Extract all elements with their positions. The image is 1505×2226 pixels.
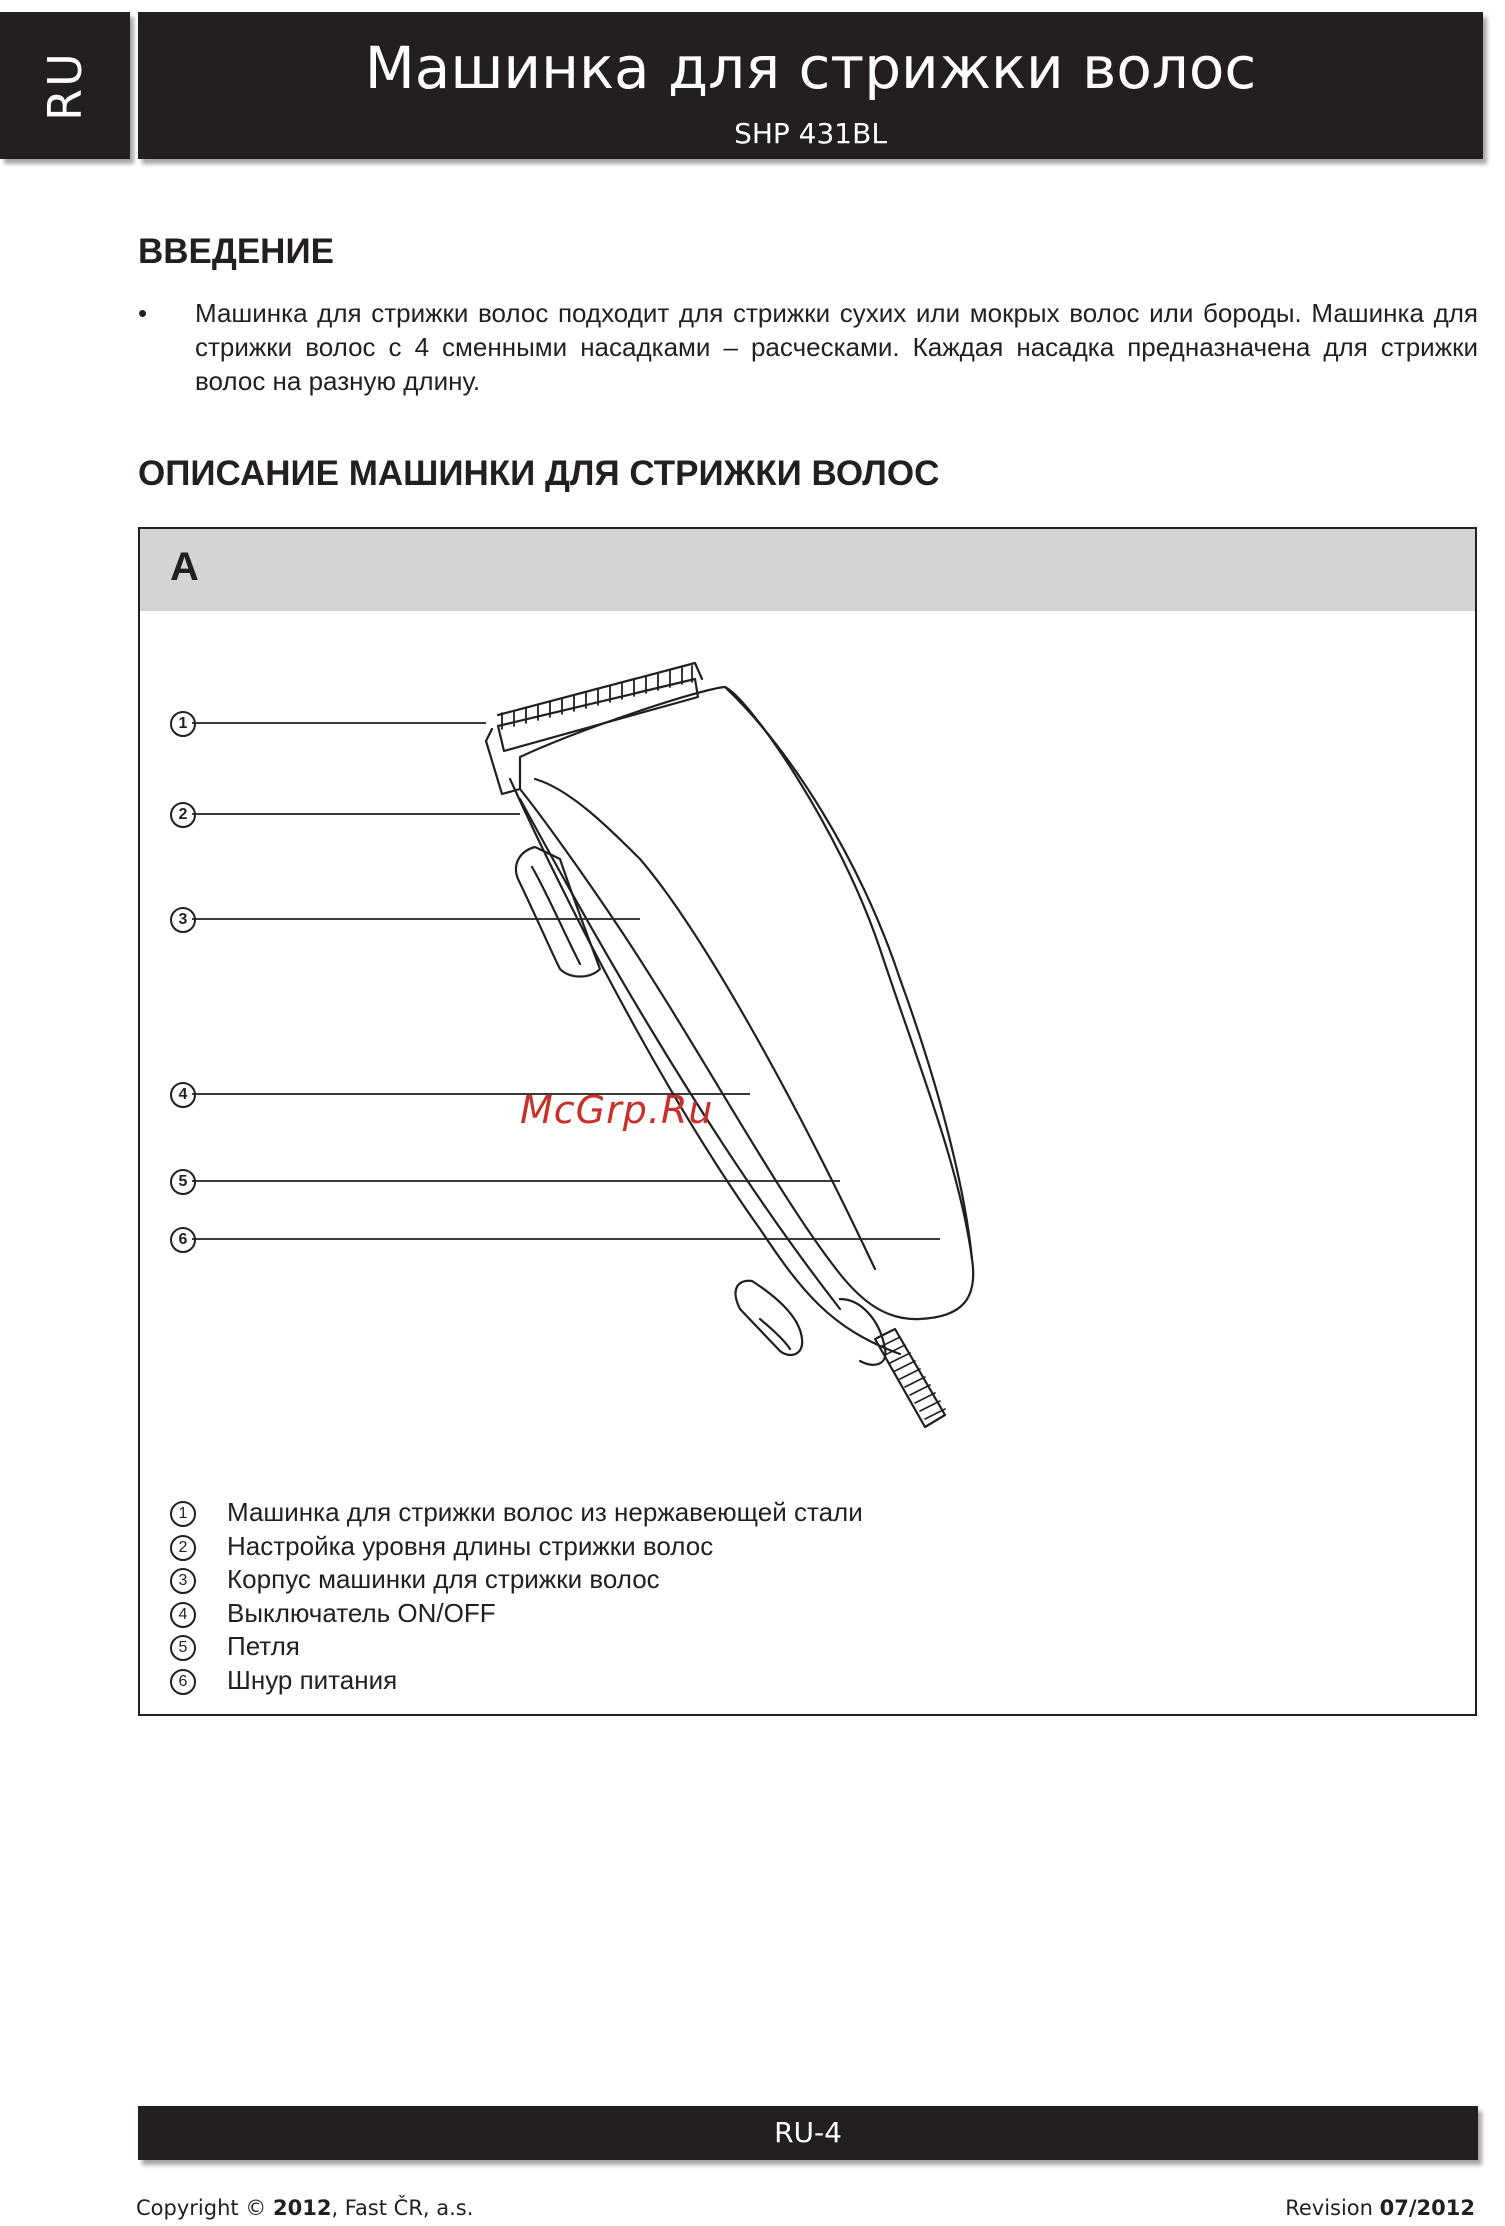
- legend-number: 5: [170, 1635, 196, 1661]
- language-code: RU: [38, 50, 92, 121]
- callout-2: 2: [170, 802, 196, 828]
- callout-3: 3: [170, 907, 196, 933]
- page-title: Машинка для стрижки волос: [364, 34, 1257, 102]
- revision-notice: [1285, 2196, 1475, 2220]
- header-bar: [138, 12, 1483, 159]
- clipper-body-outline: [520, 687, 973, 1319]
- page-number-bar: [138, 2106, 1478, 2160]
- page-number: RU-4: [774, 2116, 842, 2149]
- bullet-marker: •: [138, 298, 148, 328]
- clipper-body-highlight: [535, 779, 875, 1269]
- language-tab: [0, 12, 130, 159]
- blade-top-bar: [498, 663, 702, 715]
- legend-number: 1: [170, 1501, 196, 1527]
- intro-heading: ВВЕДЕНИЕ: [138, 232, 334, 271]
- clipper-back-panel: [725, 687, 972, 1259]
- watermark: McGrp.Ru: [520, 1088, 714, 1132]
- figure-label: A: [170, 545, 199, 589]
- legend-number: 6: [170, 1669, 196, 1695]
- copyright-notice: [136, 2196, 473, 2220]
- callout-6: 6: [170, 1227, 196, 1253]
- callout-4: 4: [170, 1082, 196, 1108]
- legend-text: Выключатель ON/OFF: [227, 1597, 496, 1628]
- length-lever-inner: [532, 867, 580, 964]
- legend-number: 3: [170, 1568, 196, 1594]
- legend-text: Корпус машинки для стрижки волос: [227, 1564, 660, 1594]
- description-heading: ОПИСАНИЕ МАШИНКИ ДЛЯ СТРИЖКИ ВОЛОС: [138, 454, 940, 493]
- blade-teeth: [502, 666, 692, 729]
- legend-text: Шнур питания: [227, 1664, 398, 1695]
- legend-text: Петля: [227, 1631, 300, 1661]
- model-number: SHP 431BL: [734, 117, 887, 150]
- intro-paragraph: Машинка для стрижки волос подходит для стрижки сухих или мокрых волос или бороды. Машинка для стрижки волос с 4 сменными насадками – расческами. Каждая насадка предназначена для стрижки волос на разную длину.: [195, 298, 1478, 396]
- legend-text: Машинка для стрижки волос из нержавеющей стали: [227, 1497, 863, 1527]
- revision-value: 07/2012: [1379, 2196, 1475, 2220]
- copyright-year: 2012: [272, 2196, 332, 2220]
- clipper-side-line: [520, 799, 840, 1309]
- power-switch: [736, 1281, 803, 1355]
- copyright-company: , Fast ČR, a.s.: [331, 2196, 474, 2220]
- hair-clipper-illustration: [140, 529, 1475, 1489]
- legend-number: 2: [170, 1535, 196, 1561]
- legend-number: 4: [170, 1602, 196, 1628]
- figure-box: [138, 527, 1477, 1716]
- callout-5: 5: [170, 1169, 196, 1195]
- revision-label: Revision: [1285, 2196, 1373, 2220]
- callout-1: 1: [170, 711, 196, 737]
- blade-guard: [486, 729, 520, 794]
- legend-text: Настройка уровня длины стрижки волос: [227, 1530, 714, 1561]
- copyright-prefix: Copyright ©: [136, 2196, 267, 2220]
